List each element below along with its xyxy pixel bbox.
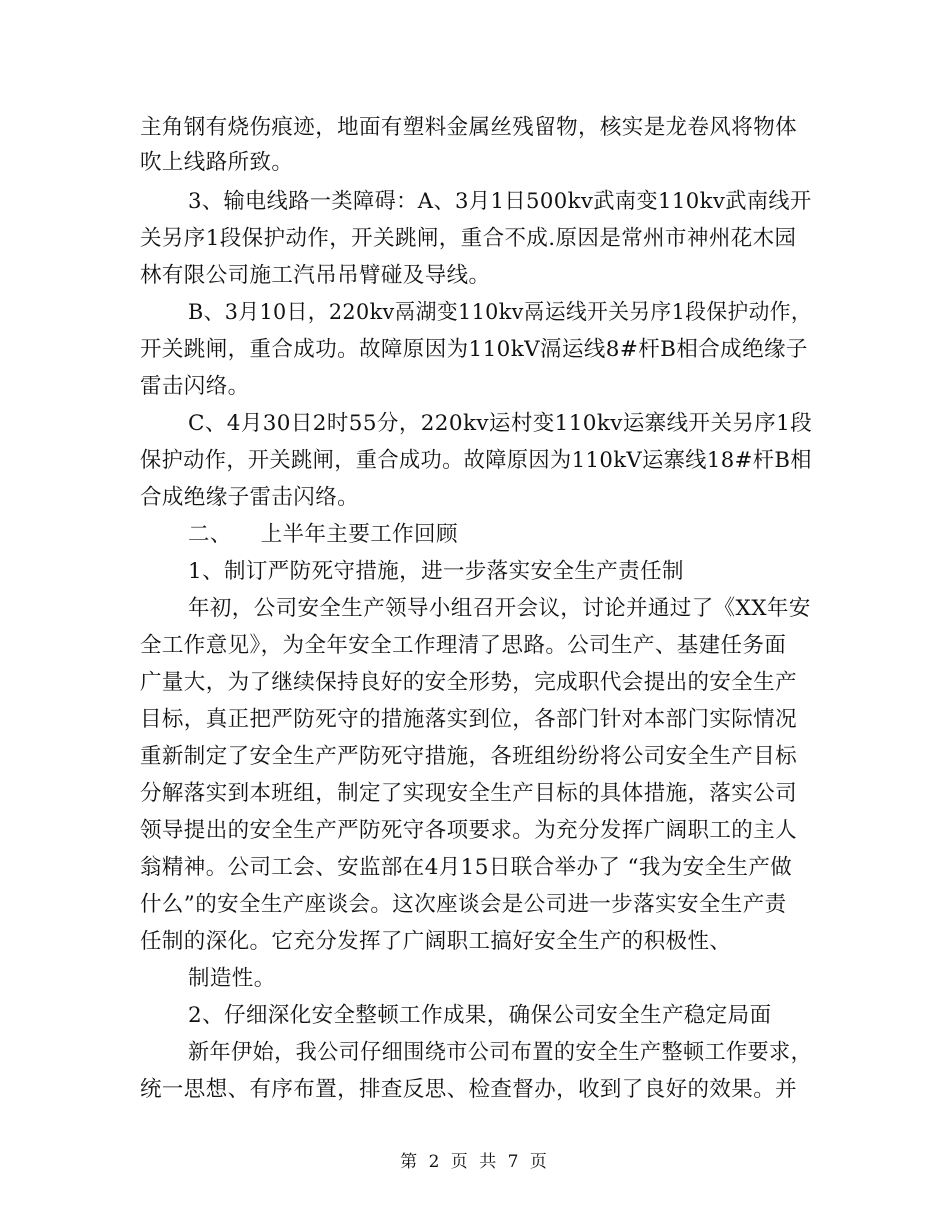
text-line: 分解落实到本班组，制定了实现安全生产目标的具体措施，落实公司 xyxy=(140,781,798,806)
text-line: 3、输电线路一类障碍：A、3月1日500kv武南变110kv武南线开 xyxy=(188,189,812,214)
text-line: 新年伊始，我公司仔细围绕市公司布置的安全生产整顿工作要求， xyxy=(188,1040,813,1065)
text-line: 开关跳闸，重合成功。故障原因为110kV滆运线8#杆B相合成绝缘子 xyxy=(140,337,808,362)
section-heading: 二、 上半年主要工作回顾 xyxy=(188,522,458,547)
text-line: 全工作意见》，为全年安全工作理清了思路。公司生产、基建任务面 xyxy=(140,633,787,658)
page-number-footer: 第 2 页 共 7 页 xyxy=(400,1152,550,1172)
text-line: 任制的深化。它充分发挥了广阔职工搞好安全生产的积极性、 xyxy=(140,929,732,954)
text-line: 制造性。 xyxy=(188,966,276,991)
text-line: 保护动作，开关跳闸，重合成功。故障原因为110kV运寨线18#杆B相 xyxy=(140,448,812,473)
text-line: 雷击闪络。 xyxy=(140,374,250,399)
text-line: 关另序1段保护动作，开关跳闸，重合不成.原因是常州市神州花木园 xyxy=(140,226,797,251)
text-line: 领导提出的安全生产严防死守各项要求。为充分发挥广阔职工的主人 xyxy=(140,818,798,843)
text-line: 目标，真正把严防死守的措施落实到位，各部门针对本部门实际情况 xyxy=(140,707,798,732)
text-line: 什么”的安全生产座谈会。这次座谈会是公司进一步落实安全生产责 xyxy=(140,892,787,917)
text-line: 合成绝缘子雷击闪络。 xyxy=(140,485,360,510)
subsection-heading: 2、仔细深化安全整顿工作成果，确保公司安全生产稳定局面 xyxy=(188,1003,772,1028)
text-line: C、4月30日2时55分，220kv运村变110kv运寨线开关另序1段 xyxy=(188,411,813,436)
text-line: B、3月10日，220kv鬲湖变110kv鬲运线开关另序1段保护动作， xyxy=(188,300,812,325)
text-line: 林有限公司施工汽吊吊臂碰及导线。 xyxy=(140,263,491,288)
text-line: 重新制定了安全生产严防死守措施，各班组纷纷将公司安全生产目标 xyxy=(140,744,798,769)
text-line: 主角钢有烧伤痕迹，地面有塑料金属丝残留物，核实是龙卷风将物体 xyxy=(140,115,798,140)
text-line: 年初，公司安全生产领导小组召开会议，讨论并通过了《XX年安 xyxy=(188,596,811,621)
text-line: 吹上线路所致。 xyxy=(140,150,294,175)
text-line: 广量大，为了继续保持良好的安全形势，完成职代会提出的安全生产 xyxy=(140,670,798,695)
text-line: 翁精神。公司工会、安监部在4月15日联合举办了 “我为安全生产做 xyxy=(140,855,793,880)
text-line: 统一思想、有序布置，排查反思、检查督办，收到了良好的效果。并 xyxy=(140,1077,798,1102)
subsection-heading: 1、制订严防死守措施，进一步落实安全生产责任制 xyxy=(188,559,684,584)
